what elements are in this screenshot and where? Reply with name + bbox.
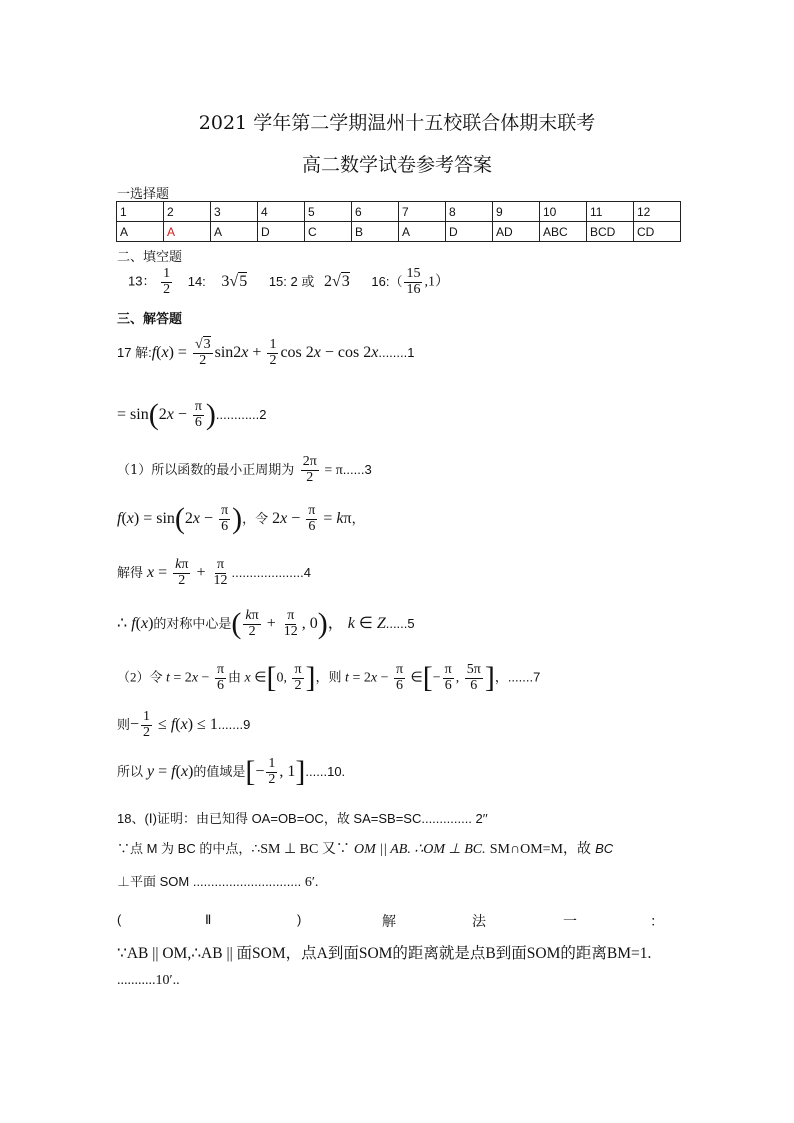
q17-label: 17 解:	[117, 344, 152, 360]
score-mark: 6′.	[304, 875, 319, 890]
fraction-denominator: 2	[163, 281, 171, 297]
q18-part2-number: Ⅱ	[205, 912, 212, 927]
text: ，则	[315, 669, 342, 685]
q17-line-5: 解得 x = $\frac{k\pi}{2}$ + $\frac{\pi}{12}$ ....................4	[117, 557, 311, 588]
table-cell: 10	[540, 202, 587, 222]
fill-answers-line	[128, 267, 449, 297]
q17-line-1: 17 解:f(x) = $\frac{√3}{2}$ sin2x + $\frac{1}{2}$ cos 2x − cos 2x........1	[117, 337, 415, 368]
text: BC	[595, 841, 614, 856]
fraction: $\frac{\pi}{6}$	[194, 399, 202, 430]
table-cell: D	[446, 222, 493, 242]
score-mark: ......10.	[305, 763, 346, 779]
score-mark: ............2	[215, 406, 267, 422]
table-cell: 9	[493, 202, 540, 222]
answer-table-number-row	[117, 202, 681, 222]
text: 由	[228, 669, 242, 685]
q14-coefficient: 3	[221, 272, 230, 290]
answer-table	[116, 201, 681, 242]
fraction: $\frac{k\pi}{2}$	[245, 608, 259, 639]
q17-part1-text: （1）所以函数的最小正周期为	[117, 463, 295, 479]
table-cell: 6	[352, 202, 399, 222]
fraction: $\frac{\pi}{12}$	[213, 557, 228, 588]
q15-radicand: 3	[341, 272, 350, 290]
text: SM∩OM=M，故	[489, 842, 591, 857]
answer-table-answer-row	[117, 222, 681, 242]
q15-coefficient: 2	[323, 272, 332, 290]
fraction: $\frac{5\pi}{6}$	[466, 662, 481, 693]
fraction: $\frac{\pi}{6}$	[216, 662, 225, 693]
score-mark: .......9	[217, 716, 251, 732]
q18-line-2	[117, 838, 613, 858]
text: 的对称中心是	[153, 615, 232, 631]
document-title: 2021 学年第二学期温州十五校联合体期末联考	[198, 112, 596, 134]
q18-part2-close: )	[297, 912, 302, 927]
q18-part2-char: 一	[563, 914, 577, 930]
text: 则	[117, 716, 131, 732]
text: 解得	[117, 564, 144, 580]
q17-line-8: 则− $\frac{1}{2}$ ≤ f(x) ≤ 1.......9	[117, 709, 251, 740]
fraction: $\frac{\pi}{6}$	[444, 662, 452, 693]
fraction: $\frac{k\pi}{2}$	[175, 557, 189, 588]
fraction: $\frac{\pi}{2}$	[294, 662, 302, 693]
section-solution-heading: 三、解答题	[117, 311, 183, 326]
q17-line-7: （2）令 t = 2x − $\frac{\pi}{6}$ 由 x ∈[0, $\frac{\pi}{2}$ ]，则 t = 2x − $\frac{\pi}{6}$ ∈[− $\frac{\pi}{6}$ , $\frac{5\pi}{6}$ ]，.......7	[117, 661, 541, 695]
q16-fraction	[404, 267, 422, 297]
table-cell: 7	[399, 202, 446, 222]
table-cell: AD	[493, 222, 540, 242]
q18-line-6: ...........10′..	[117, 973, 180, 988]
q17-line-9: 所以 y = f(x)的值域是[− $\frac{1}{2}$ , 1]......10.	[117, 755, 346, 789]
fraction: $\frac{1}{2}$	[268, 756, 276, 787]
q18-part2-char: 解	[382, 914, 396, 930]
q17-line-6: ∴ f(x)的对称中心是( $\frac{k\pi}{2}$ + $\frac{\pi}{12}$ , 0)， k ∈ Z......5	[117, 607, 415, 641]
table-cell: 8	[446, 202, 493, 222]
q17-line-4: f(x) = sin(2x − $\frac{\pi}{6}$ )，令 2x − $\frac{\pi}{6}$ = kπ，	[117, 502, 365, 536]
text: ，	[351, 510, 365, 526]
text: OM || AB. ∴OM ⊥ BC.	[354, 842, 486, 857]
text: ∵点 M 为 BC 的中点，	[117, 841, 252, 856]
score-mark: ......3	[342, 462, 372, 478]
text: ，令	[242, 510, 269, 526]
fraction: $\frac{\pi}{6}$	[221, 503, 229, 534]
fraction-numerator: 1	[163, 266, 171, 281]
q15-label: 15: 2 或	[268, 273, 315, 289]
fraction: $\frac{2\pi}{2}$	[302, 454, 317, 485]
fraction: $\frac{1}{2}$	[269, 337, 277, 368]
score-mark: ......5	[385, 615, 415, 631]
text: 的值域是	[193, 763, 246, 779]
table-cell: 4	[258, 202, 305, 222]
score-mark: ....................4	[231, 564, 311, 580]
table-cell: ABC	[540, 222, 587, 242]
fraction: $\frac{\pi}{6}$	[395, 662, 404, 693]
table-cell: 5	[305, 202, 352, 222]
text: ⊥平面 SOM ..............................	[117, 874, 302, 889]
section-choice-heading: 一选择题	[117, 186, 170, 201]
table-cell: A	[211, 222, 258, 242]
fraction-numerator: 15	[406, 266, 421, 281]
table-cell: CD	[634, 222, 681, 242]
q18-line-1: 18、(Ⅰ)证明：由已知得 OA=OB=OC，故 SA=SB=SC.............. 2′′	[117, 811, 488, 826]
section-fill-heading: 二、填空题	[117, 249, 183, 264]
score-mark: ........1	[378, 344, 415, 360]
table-cell: 12	[634, 202, 681, 222]
q18-line-3	[117, 871, 318, 891]
table-cell-highlighted: A	[164, 222, 211, 242]
fraction: $\frac{√3}{2}$	[194, 337, 211, 368]
q18-line-5: ∵AB || OM,∴AB || 面SOM，点A到面SOM的距离就是点B到面SOM的距离BM=1.	[117, 945, 652, 962]
q16-label: 16:（	[371, 273, 403, 289]
q18-part2-char: ：	[650, 914, 664, 930]
table-cell: D	[258, 222, 305, 242]
q14-answer: 3√5	[221, 272, 248, 290]
q16-tail: ,1）	[424, 274, 449, 290]
q13-label: 13：	[128, 273, 156, 289]
fraction-denominator: 16	[406, 281, 421, 297]
q15-answer: 2√3	[323, 272, 350, 290]
fraction: $\frac{1}{2}$	[143, 709, 151, 740]
table-cell: 3	[211, 202, 258, 222]
q13-fraction	[161, 267, 172, 297]
fraction: $\frac{\pi}{12}$	[283, 608, 298, 639]
table-cell: C	[305, 222, 352, 242]
table-cell: A	[117, 222, 164, 242]
q14-radicand: 5	[239, 272, 248, 290]
table-cell: B	[352, 222, 399, 242]
text: ∴SM ⊥ BC 又∵	[251, 842, 350, 857]
table-cell: 11	[587, 202, 634, 222]
table-cell: A	[399, 222, 446, 242]
score-mark: ，.......7	[494, 669, 541, 685]
table-cell: BCD	[587, 222, 634, 242]
table-cell: 2	[164, 202, 211, 222]
q18-part2-char: 法	[472, 914, 486, 930]
document-subtitle: 高二数学试卷参考答案	[301, 154, 492, 176]
q17-line-3: （1）所以函数的最小正周期为 $\frac{2\pi}{2}$ = π......3	[117, 454, 372, 485]
table-cell: 1	[117, 202, 164, 222]
text: 所以	[117, 763, 144, 779]
q18-part2-open: (	[117, 912, 122, 927]
q14-label: 14:	[187, 273, 206, 289]
text: （2）令	[117, 669, 163, 685]
q17-line-2: = sin(2x − $\frac{\pi}{6}$ )............2	[117, 398, 267, 432]
fraction: $\frac{\pi}{6}$	[308, 503, 316, 534]
